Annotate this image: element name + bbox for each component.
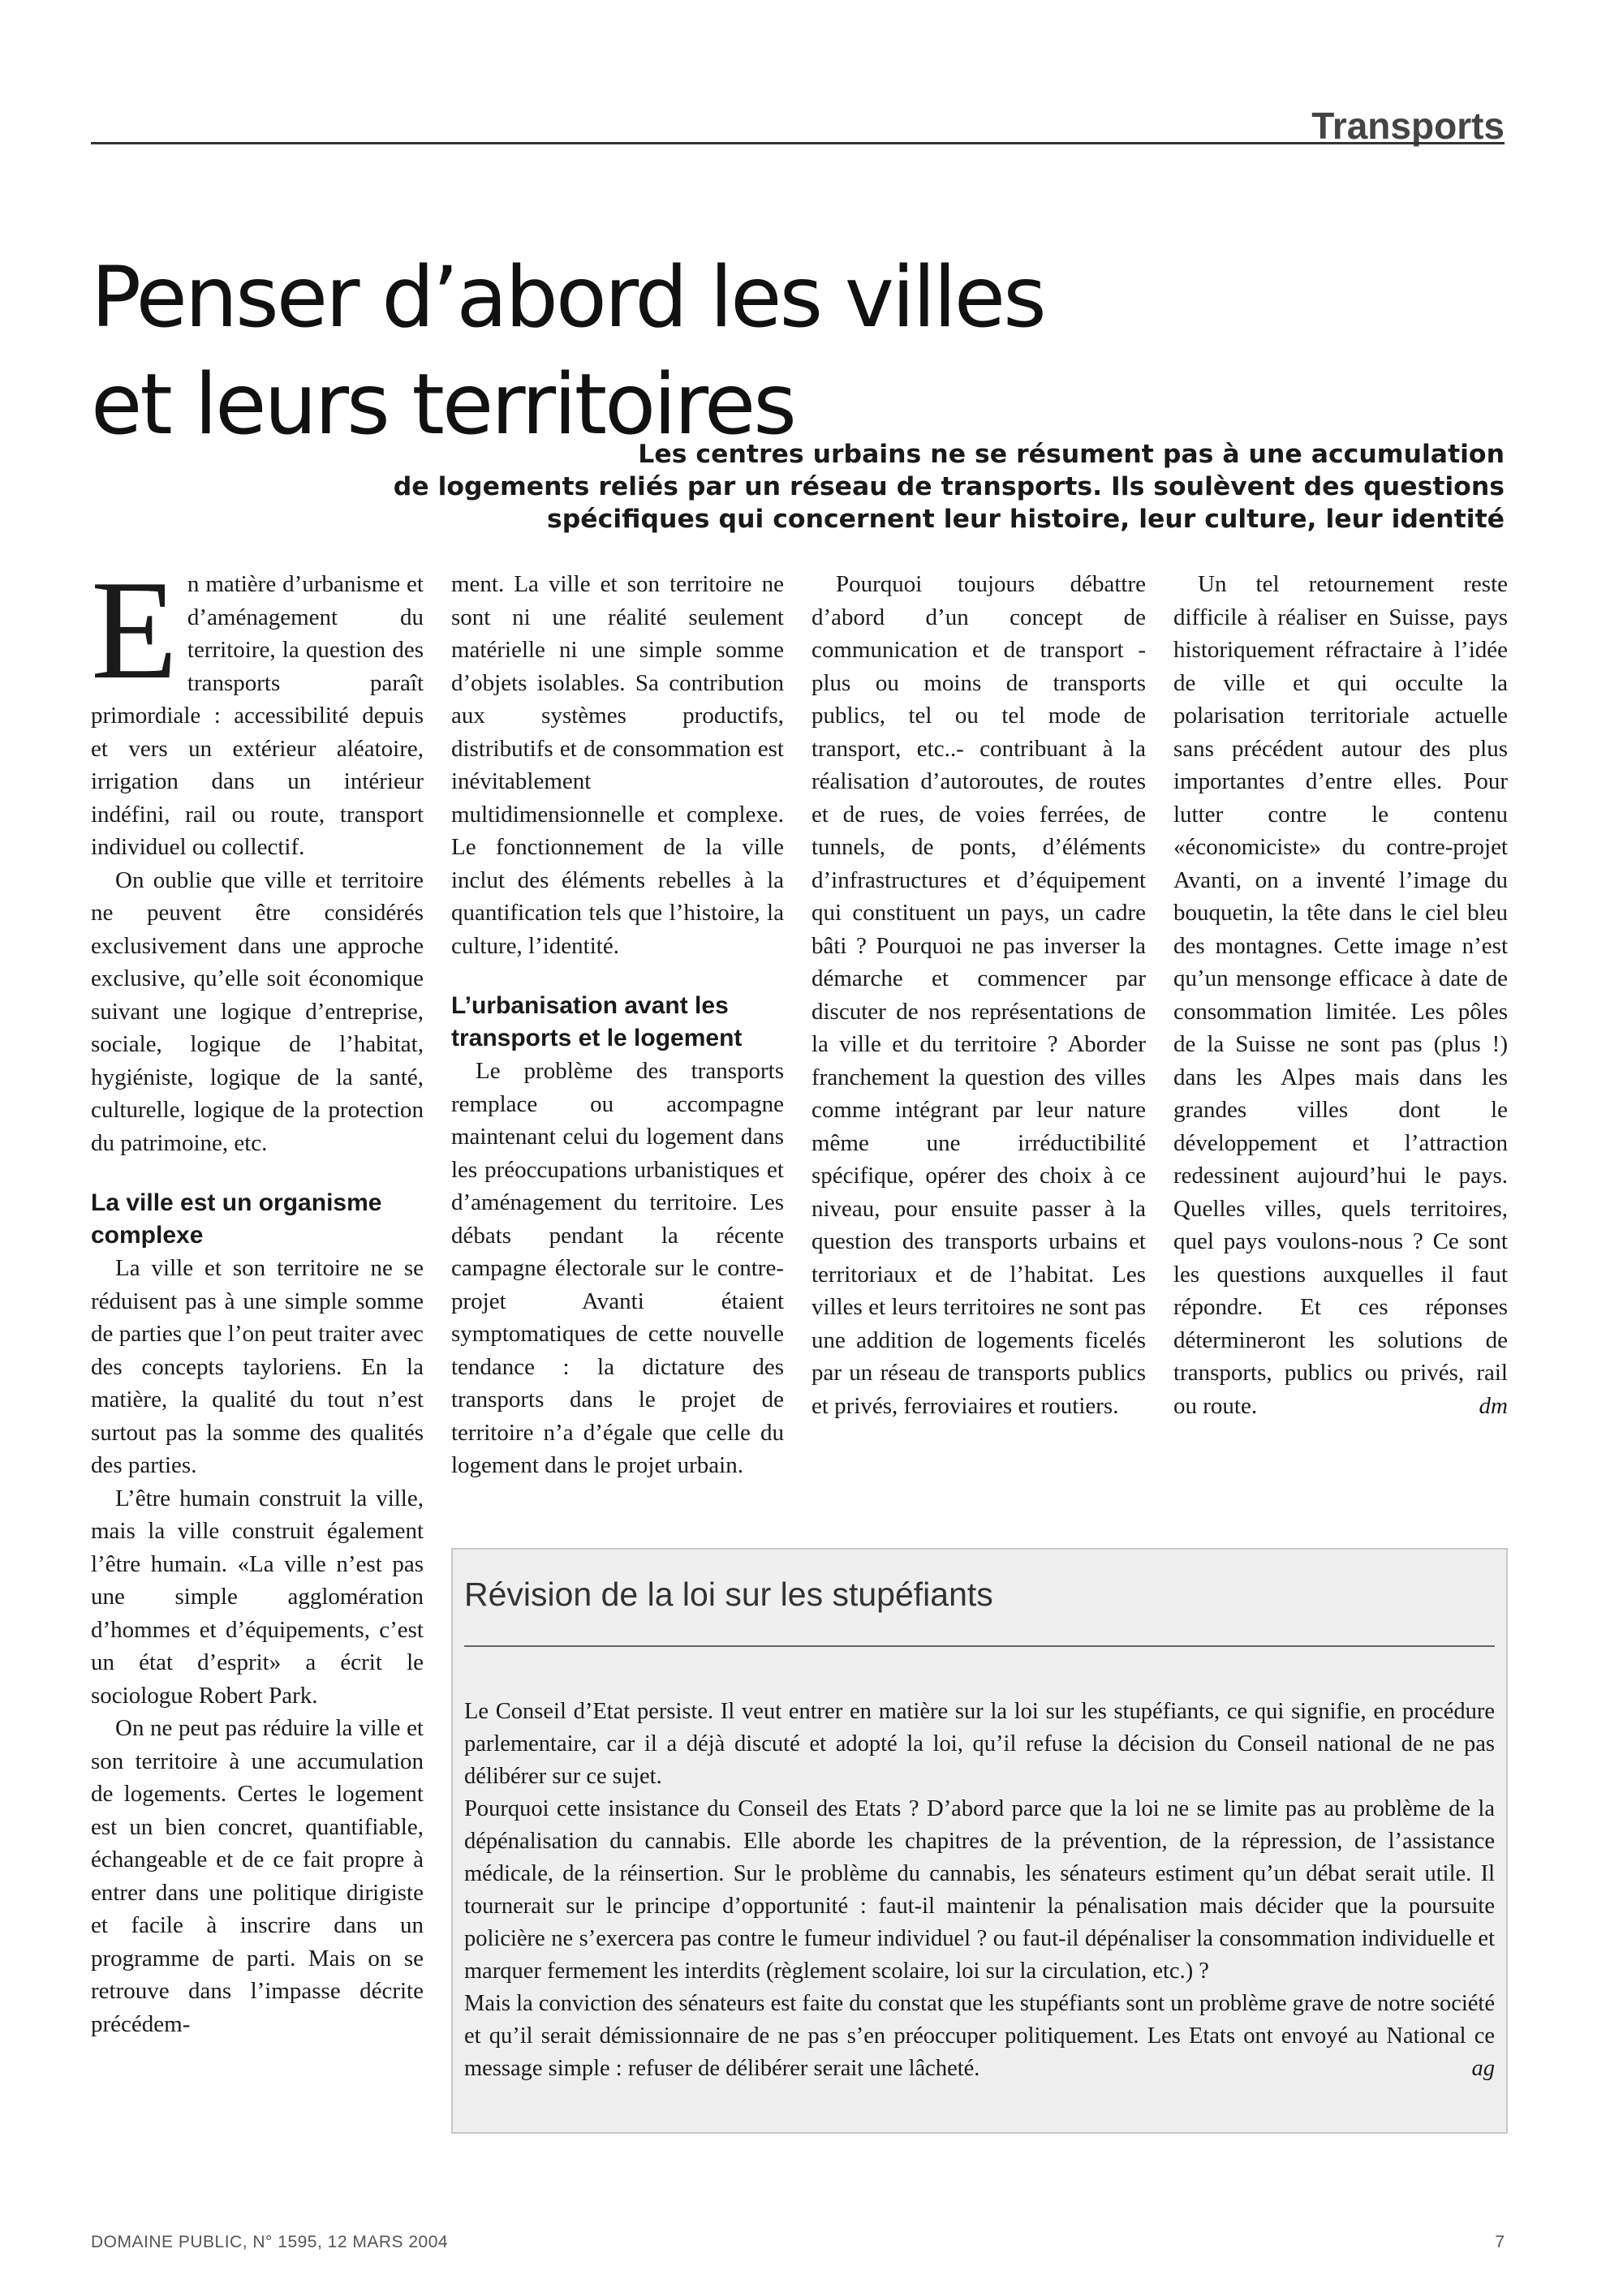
lead-line-3: spécifiques qui concernent leur histoire, leur culture, leur identité xyxy=(546,505,1505,534)
box-rule xyxy=(464,1645,1495,1647)
paragraph-4: L’être humain construit la ville, mais la ville construit également l’être humain. «La ville n’est pas une simple agglomération d’hommes et d’équipements, c’est un état d’esprit» a écrit le sociologue Robert Park. xyxy=(91,1485,424,1709)
paragraph-9 xyxy=(1173,568,1508,1422)
author-signature: dm xyxy=(1479,1392,1508,1419)
lead-line-1: Les centres urbains ne se résument pas à une accumulation xyxy=(638,440,1505,469)
article-column-2 xyxy=(451,568,784,1482)
paragraph-6: ment. La ville et son territoire ne sont ni une réalité seulement matérielle ni une simple somme d’objets isolables. Sa contribution aux systèmes productifs, distributifs et de consommation est inévitablement multidimensionnelle et complexe. Le fonctionnement de la ville inclut des éléments rebelles à la quantification tels que l’histoire, la culture, l’identité. xyxy=(451,571,784,959)
sidebar-box xyxy=(451,1548,1508,2134)
paragraph-2: On oublie que ville et territoire ne peuvent être considérés exclusivement dans une approche exclusive, qu’elle soit économique suivant une logique d’entreprise, sociale, logique de l’habitat, hygiéniste, logique de la santé, culturelle, logique de la protection du patrimoine, etc. xyxy=(91,866,424,1156)
box-paragraph-2: Pourquoi cette insistance du Conseil des Etats ? D’abord parce que la loi ne se limite pas au problème de la dépénalisation du cannabis. Elle aborde les chapitres de la prévention, de la répression, de l’assistance médicale, de la réinsertion. Sur le problème du cannabis, les sénateurs estiment qu’un débat serait utile. Il tournerait sur le principe d’opportunité : faut-il maintenir la pénalisation mais décider que la poursuite policière ne s’exercera pas contre le fumeur individuel ? ou faut-il dépénaliser la consommation individuelle et marquer fermement les interdits (règlement scolaire, loi sur la circulation, etc.) ? xyxy=(464,1796,1495,1984)
section-label: Transports xyxy=(1311,105,1505,147)
drop-cap: E xyxy=(91,551,178,708)
box-signature: ag xyxy=(1471,2056,1495,2081)
article-lead xyxy=(174,438,1505,535)
box-paragraph-3 xyxy=(464,1988,1495,2085)
paragraph-1 xyxy=(91,551,424,864)
paragraph-8: Pourquoi toujours débattre d’abord d’un concept de communication et de transport - plus ou moins de transports publics, tel ou tel mode de transport, etc..- contribuant à la réalisation d’autoroutes, de routes et de rues, de voies ferrées, de tunnels, de ponts, d’éléments d’infrastructures et d’équipement qui constituent un pays, un cadre bâti ? Pourquoi ne pas inverser la démarche et commencer par discuter de nos représentations de la ville et du territoire ? Aborder franchement la question des villes comme intégrant par leur nature même une irréductibilité spécifique, opérer des choix à ce niveau, pour ensuite passer à la question des transports urbains et territoriaux et de l’habitat. Les villes et leurs territoires ne sont pas une addition de logements ficelés par un réseau de transports publics et privés, ferroviaires et routiers. xyxy=(812,571,1146,1419)
paragraph-1-text: n matière d’urbanisme et d’aménagement du territoire, la question des transports paraît primordiale : accessibilité depuis et vers un extérieur aléatoire, irrigation dans un intérieur indéfini, rail ou route, transport individuel ou collectif. xyxy=(91,571,424,860)
paragraph-9-text: Un tel retournement reste difficile à réaliser en Suisse, pays historiquement réfractaire à l’idée de ville et qui occulte la polarisation territoriale actuelle sans précédent autour des plus importantes d’entre elles. Pour lutter contre le contenu «économiciste» du contre-projet Avanti, on a inventé l’image du bouquetin, la tête dans le ciel bleu des montagnes. Cette image n’est qu’un mensonge efficace à date de consommation limitée. Les pôles de la Suisse ne sont pas (plus !) dans les Alpes mais dans les grandes villes dont le développement et l’attraction redessinent aujourd’hui le pays. Quelles villes, quels territoires, quel pays voulons-nous ? Ce sont les questions auxquelles il faut répondre. Et ces réponses détermineront les solutions de transports, publics ou privés, rail ou route. xyxy=(1173,571,1508,1419)
box-paragraph-1: Le Conseil d’Etat persiste. Il veut entrer en matière sur la loi sur les stupéfiants, ce qui signifie, en procédure parlementaire, car il a déjà discuté et adopté la loi, qu’il refuse la décision du Conseil national de ne pas délibérer sur ce sujet. xyxy=(464,1699,1495,1789)
paragraph-5: On ne peut pas réduire la ville et son territoire à une accumulation de logements. Certes le logement est un bien concret, quantifiable, échangeable et de ce fait propre à entrer dans une politique dirigiste et facile à inscrire dans un programme de parti. Mais on se retrouve dans l’impasse décrite précédem- xyxy=(91,1715,424,2037)
footer-publication: DOMAINE PUBLIC, N° 1595, 12 MARS 2004 xyxy=(91,2233,449,2251)
page-number: 7 xyxy=(1495,2233,1505,2251)
article-column-3 xyxy=(812,568,1146,1422)
title-line-1: Penser d’abord les villes xyxy=(91,249,1044,346)
box-body xyxy=(464,1696,1495,2085)
title-line-2: et leurs territoires xyxy=(91,356,794,454)
box-title: Révision de la loi sur les stupéfiants xyxy=(464,1576,993,1613)
article-title xyxy=(91,244,1308,458)
article-column-4 xyxy=(1173,568,1508,1422)
lead-line-2: de logements reliés par un réseau de transports. Ils soulèvent des questions xyxy=(393,472,1505,501)
article-column-1 xyxy=(91,551,424,2040)
paragraph-7: Le problème des transports remplace ou accompagne maintenant celui du logement dans les préoccupations urbanistiques et d’aménagement du territoire. Les débats pendant la récente campagne électorale sur le contre-projet Avanti étaient symptomatiques de cette nouvelle tendance : la dictature des transports dans le projet de territoire n’a d’égale que celle du logement dans le projet urbain. xyxy=(451,1058,784,1478)
header-rule xyxy=(91,142,1505,144)
subheading-1: La ville est un organisme complexe xyxy=(91,1189,382,1249)
subheading-2: L’urbanisation avant les transports et le logement xyxy=(451,992,743,1051)
box-paragraph-3-text: Mais la conviction des sénateurs est faite du constat que les stupéfiants sont un problème grave de notre société et qu’il serait démissionnaire de ne pas s’en préoccuper politiquement. Les Etats ont envoyé au National ce message simple : refuser de délibérer serait une lâcheté. xyxy=(464,1991,1495,2081)
paragraph-3: La ville et son territoire ne se réduisent pas à une simple somme de parties que l’on peut traiter avec des concepts tayloriens. En la matière, la qualité du tout n’est surtout pas la somme des qualités des parties. xyxy=(91,1255,424,1478)
